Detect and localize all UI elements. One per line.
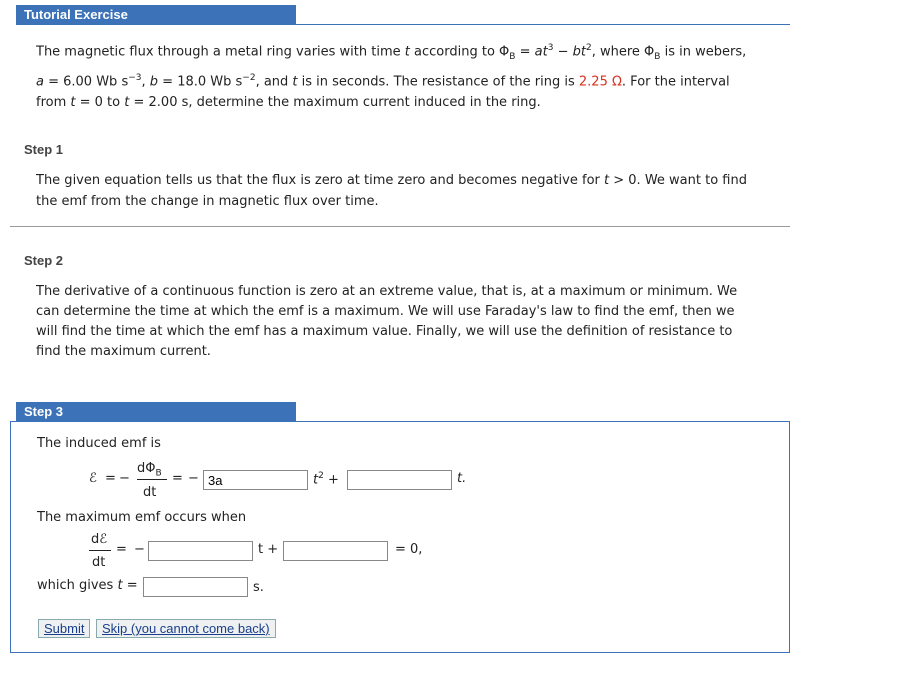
step-1-label: Step 1 — [24, 142, 64, 157]
maximum-emf-text: The maximum emf occurs when — [37, 510, 247, 525]
t-squared-term: $t^2$ + — [313, 471, 339, 488]
tutorial-exercise-tab — [16, 5, 296, 25]
dphi-denominator: dt — [143, 485, 157, 500]
step-3-tab — [16, 402, 296, 422]
submit-button[interactable]: Submit — [38, 619, 90, 638]
skip-button[interactable]: Skip (you cannot come back) — [96, 619, 276, 638]
which-gives-text: which gives t = — [37, 578, 138, 593]
seconds-unit: s. — [253, 580, 264, 595]
emf-minus: − — [119, 471, 130, 486]
problem-line-1: The magnetic flux through a metal ring varies with time t according to $\Phi_B = at^3 - bt^2$, where $\Phi_B$ is in webers, — [36, 43, 747, 62]
resistance-value: 2.25 Ω — [578, 74, 622, 90]
step-2-text: The derivative of a continuous function is zero at an extreme value, that is, at a maximum or minimum. We can determine the time at which the emf is a maximum. We will use Faraday's law to find the emf, then we will find the time at which the emf has a maximum value. Finally, we will use the definition of resistance to find the maximum current. — [36, 284, 738, 359]
equals-zero: = 0, — [395, 542, 423, 557]
problem-line-2: a = 6.00 Wb $s^{-3}$, b = 18.0 Wb $s^{-2}$, and t is in seconds. The resistance of the ring is 2.25 Ω. For the interval — [36, 72, 730, 90]
demf-coefficient-t-input[interactable] — [148, 541, 253, 561]
induced-emf-text: The induced emf is — [37, 436, 161, 451]
derivative-equals: = — [172, 471, 183, 486]
demf-equals: = — [116, 542, 127, 557]
coefficient-t-squared-input[interactable] — [203, 470, 308, 490]
demf-fraction-bar — [89, 550, 111, 551]
demf-numerator: dℰ — [91, 532, 108, 547]
demf-constant-input[interactable] — [283, 541, 388, 561]
emf-equals: = — [105, 471, 116, 486]
step-3-label: Step 3 — [24, 404, 64, 419]
demf-t-plus: t + — [258, 542, 279, 557]
problem-statement — [36, 38, 796, 113]
time-answer-input[interactable] — [143, 577, 248, 597]
problem-line-3: from t = 0 to t = 2.00 s, determine the maximum current induced in the ring. — [36, 95, 541, 111]
step-1-divider — [10, 226, 790, 227]
step-2-label: Step 2 — [24, 253, 64, 268]
derivative-minus: − — [188, 471, 199, 486]
dphi-numerator: $d\Phi_B$ — [137, 461, 162, 479]
tutorial-exercise-title: Tutorial Exercise — [24, 7, 128, 22]
step-1-text: The given equation tells us that the flux is zero at time zero and becomes negative for t > 0. We want to find the emf from the change in magnetic flux over time. — [36, 173, 747, 209]
emf-symbol: ℰ — [89, 471, 97, 486]
header-divider — [16, 24, 790, 25]
demf-minus: − — [134, 542, 145, 557]
demf-denominator: dt — [92, 555, 106, 570]
coefficient-t-input[interactable] — [347, 470, 452, 490]
t-term: t. — [457, 471, 467, 486]
dphi-fraction-bar — [137, 479, 167, 480]
